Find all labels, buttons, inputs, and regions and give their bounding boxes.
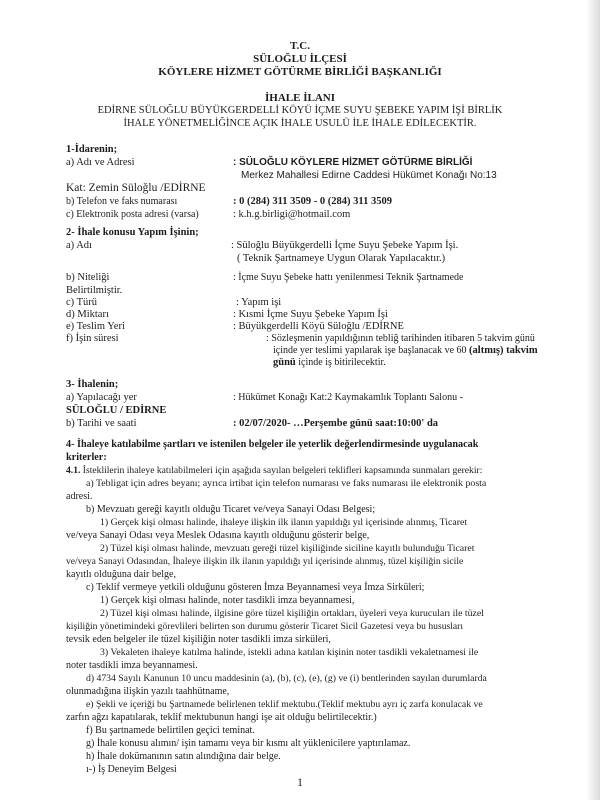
s2-c-label: c) Türü bbox=[66, 297, 98, 308]
s2-c-value: : Yapım işi bbox=[236, 297, 282, 308]
s2-title: 2- İhale konusu Yapım İşinin; bbox=[66, 227, 199, 238]
s2-e-value: : Büyükgerdelli Köyü Süloğlu /EDİRNE bbox=[233, 321, 404, 332]
s4-c2-line-1: 2) Tüzel kişi olması halinde, ilgisine göre tüzel kişiliğin ortakları, üyeleri veya kurucuları ile tüzel bbox=[100, 608, 484, 619]
s4-a-line-2: adresi. bbox=[66, 491, 93, 502]
s4-1-text: İsteklilerin ihaleye katılabilmeleri için aşağıda sayılan belgeleri teklifleri kapsamında sunmaları gerekir: bbox=[80, 465, 483, 476]
header-tc: T.C. bbox=[290, 40, 310, 52]
s4-b2-line-1: 2) Tüzel kişi olması halinde, mevzuatı gereği tüzel kişiliğinde siciline kayıtlı bulunduğu Ticaret bbox=[100, 543, 475, 554]
s4-title-1: 4- İhaleye katılabilme şartları ve istenilen belgeler ile yeterlik değerlendirmesinde uygulanacak bbox=[66, 439, 479, 450]
s3-title: 3- İhalenin; bbox=[66, 379, 119, 390]
s4-d-line-2: olunmadığına ilişkin yazılı taahhütname, bbox=[66, 686, 230, 697]
s2-f-value-1: : Sözleşmenin yapıldığının tebliğ tarihinden itibaren 5 takvim günü bbox=[266, 333, 535, 344]
header-birlik: KÖYLERE HİZMET GÖTÜRME BİRLİĞİ BAŞKANLIĞI bbox=[158, 66, 442, 78]
page-number: 1 bbox=[297, 775, 303, 789]
s4-b-intro: b) Mevzuatı gereği kayıtlı olduğu Ticaret ve/veya Sanayi Odası Belgesi; bbox=[86, 504, 376, 515]
s1-kat: Kat: Zemin Süloğlu /EDİRNE bbox=[66, 182, 206, 194]
s4-b1-line-1: 1) Gerçek kişi olması halinde, ihaleye ilişkin ilk ilanın yapıldığı yıl içerisinde alınmış, Ticaret bbox=[100, 517, 468, 528]
s4-c3-line-1: 3) Vekaleten ihaleye katılma halinde, istekli adına katılan kişinin noter tasdikli vekaletnamesi ile bbox=[100, 647, 479, 658]
s4-a-line-1: a) Tebligat için adres beyanı; ayrıca irtibat için telefon numarası ve faks numarası ile elektronik posta bbox=[86, 478, 487, 489]
s4-b1-line-2: ve/veya Sanayi Odası veya Meslek Odasına kayıtlı olduğunu gösterir belge, bbox=[66, 530, 370, 541]
s2-b-label-2: Belirtilmiştir. bbox=[66, 285, 123, 296]
s4-d-line-1: d) 4734 Sayılı Kanunun 10 uncu maddesinin (a), (b), (c), (e), (g) ve (i) bentlerinden sayılan durumlarda bbox=[86, 673, 487, 684]
s1-b-value: : 0 (284) 311 3509 - 0 (284) 311 3509 bbox=[233, 196, 392, 207]
s1-b-label: b) Telefon ve faks numarası bbox=[66, 196, 178, 207]
s4-c-intro: c) Teklif vermeye yetkili olduğunu gösteren İmza Beyannamesi veya İmza Sirküleri; bbox=[86, 582, 425, 593]
s4-c2-line-2: kişiliğin yönetimindeki görevlileri belirten son durumu gösterir Ticaret Sicil Gazetesi veya bu hususları bbox=[66, 621, 464, 632]
s1-c-label: c) Elektronik posta adresi (varsa) bbox=[66, 209, 199, 220]
s4-title-2: kriterler: bbox=[66, 452, 107, 463]
s2-f-label: f) İşin süresi bbox=[66, 333, 119, 344]
s2-f-value-3 bbox=[273, 356, 386, 369]
s4-b2-line-3: kayıtlı olduğuna dair belge, bbox=[66, 569, 176, 580]
s3-a-label: a) Yapılacağı yer bbox=[66, 392, 137, 403]
s3-a-label-2: SÜLOĞLU / EDİRNE bbox=[66, 405, 167, 416]
s4-1-number: 4.1. bbox=[66, 465, 81, 476]
s2-f-value-3-text: içinde iş bitirilecektir. bbox=[295, 357, 386, 368]
s1-c-value: : k.h.g.birligi@hotmail.com bbox=[233, 209, 351, 220]
s1-a-value: : SÜLOĞLU KÖYLERE HİZMET GÖTÜRME BİRLİĞİ bbox=[233, 157, 473, 168]
s4-c3-line-2: noter tasdikli imza beyannamesi. bbox=[66, 660, 198, 671]
s2-f-value-2-bold: (altmış) takvim bbox=[469, 345, 538, 356]
header-ilce: SÜLOĞLU İLÇESİ bbox=[253, 53, 347, 65]
s2-f-value-2-text: içinde yer teslimi yapılarak işe başlanacak ve 60 bbox=[273, 345, 470, 356]
header-subtitle-1: EDİRNE SÜLOĞLU BÜYÜKGERDELLİ KÖYÜ İÇME SUYU ŞEBEKE YAPIM İŞİ BİRLİK bbox=[97, 105, 503, 116]
s2-f-value-3-bold: günü bbox=[273, 357, 296, 368]
s1-title: 1-İdarenin; bbox=[66, 144, 118, 155]
s2-b-label: b) Niteliği bbox=[66, 272, 110, 283]
s4-e-line-1: e) Şekli ve içeriği bu Şartnamede belirlenen teklif mektubu.(Teklif mektubu ayrı iç zarfa konulacak ve bbox=[86, 699, 483, 710]
s2-b-value: : İçme Suyu Şebeke hattı yenilenmesi Teknik Şartnamede bbox=[233, 272, 464, 283]
s4-g: g) İhale konusu alımın/ işin tamamı veya bir kısmı alt yüklenicilere yaptırılamaz. bbox=[86, 738, 411, 749]
s2-d-label: d) Miktarı bbox=[66, 309, 109, 320]
header-ilan-title: İHALE İLANI bbox=[265, 92, 335, 104]
s4-c1: 1) Gerçek kişi olması halinde, noter tasdikli imza beyannamesi, bbox=[100, 595, 355, 606]
s4-f: f) Bu şartnamede belirtilen geçici teminat. bbox=[86, 725, 255, 736]
s1-a-value-address: Merkez Mahallesi Edirne Caddesi Hükümet Konağı No:13 bbox=[241, 170, 497, 181]
s2-a-label: a) Adı bbox=[66, 240, 92, 251]
s4-1-line bbox=[66, 465, 482, 478]
s3-b-value: : 02/07/2020- …Perşembe günü saat:10:00' da bbox=[233, 418, 439, 429]
s4-e-line-2: zarfın ağzı kapatılarak, teklif mektubunun hangi işe ait olduğu belirtilecektir.) bbox=[66, 712, 377, 723]
s3-b-label: b) Tarihi ve saati bbox=[66, 418, 137, 429]
s4-h: h) İhale dokümanının satın alındığına dair belge. bbox=[86, 751, 281, 762]
s3-a-value: : Hükümet Konağı Kat:2 Kaymakamlık Toplantı Salonu - bbox=[233, 392, 463, 403]
s1-a-label: a) Adı ve Adresi bbox=[66, 157, 135, 168]
s2-a-value: : Süloğlu Büyükgerdelli İçme Suyu Şebeke Yapım İşi. bbox=[231, 240, 459, 251]
s2-d-value: : Kısmi İçme Suyu Şebeke Yapım İşi bbox=[233, 309, 388, 320]
s4-b2-line-2: ve/veya Sanayi Odasından, İhaleye ilişkin ilk ilanın yapıldığı yıl içerisinde alınmış, tüzel kişiliğin sicile bbox=[66, 556, 464, 567]
s4-i: ı-) İş Deneyim Belgesi bbox=[86, 764, 177, 775]
s2-e-label: e) Teslim Yeri bbox=[66, 321, 125, 332]
s2-a-value-note: ( Teknik Şartnameye Uygun Olarak Yapılacaktır.) bbox=[237, 253, 446, 264]
header-subtitle-2: İHALE YÖNETMELİĞİNCE AÇIK İHALE USULÜ İLE İHALE EDİLECEKTİR. bbox=[123, 118, 477, 129]
s4-c2-line-3: tevsik eden belgeler ile tüzel kişiliğin noter tasdikli imza sirküleri, bbox=[66, 634, 331, 645]
